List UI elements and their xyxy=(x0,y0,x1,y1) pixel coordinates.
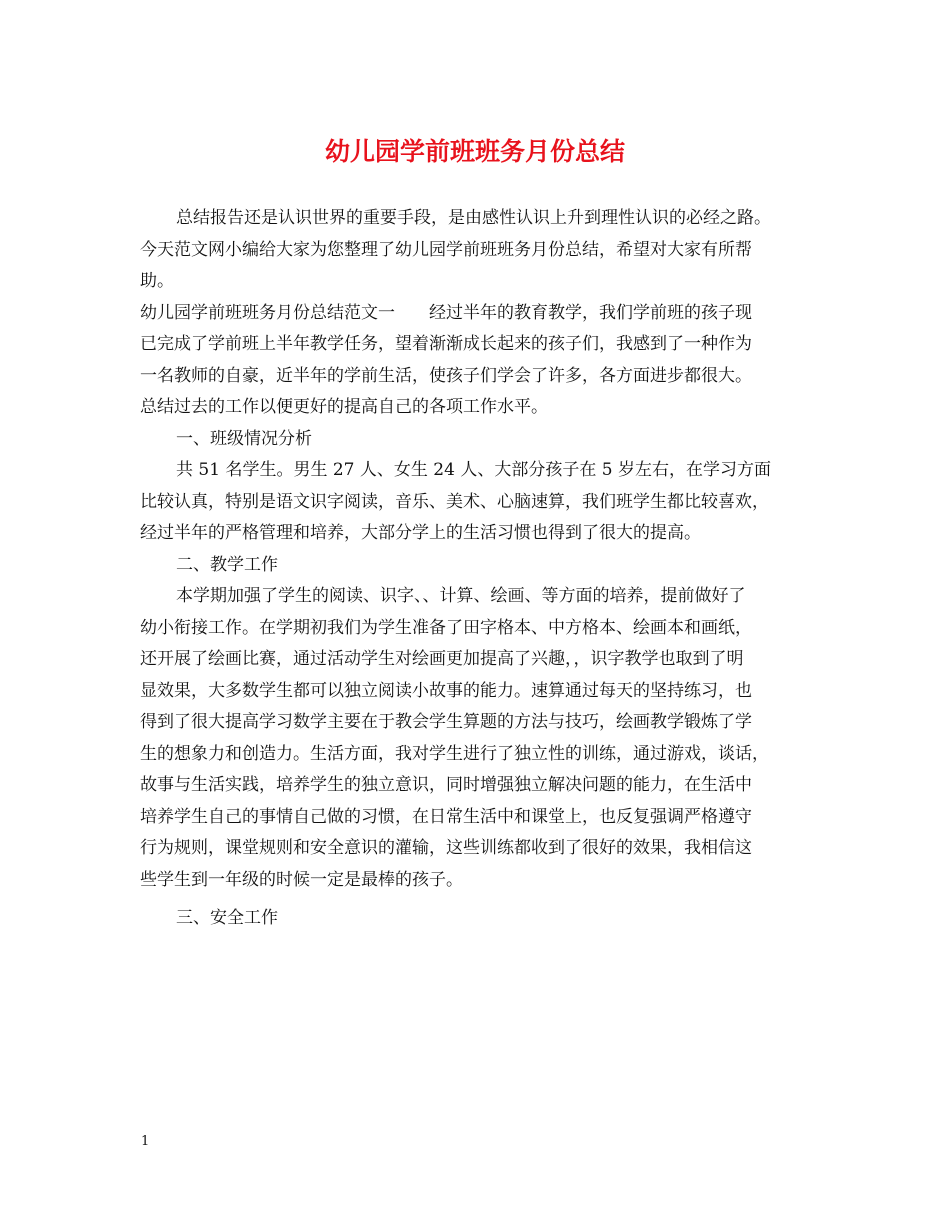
document-body xyxy=(140,203,830,935)
page-number: 1 xyxy=(141,1134,150,1149)
text-line: 总结报告还是认识世界的重要手段，是由感性认识上升到理性认识的必经之路。 xyxy=(176,208,771,228)
text-line: 助。 xyxy=(140,271,174,291)
text-line: 些学生到一年级的时候一定是最棒的孩子。 xyxy=(140,869,463,890)
text-line: 故事与生活实践，培养学生的独立意识，同时增强独立解决问题的能力，在生活中 xyxy=(140,775,752,795)
text-line: 生的想象力和创造力。生活方面，我对学生进行了独立性的训练，通过游戏，谈话， xyxy=(140,743,769,764)
text-line: 显效果，大多数学生都可以独立阅读小故事的能力。速算通过每天的坚持练习，也 xyxy=(140,680,752,701)
text-line: 经过半年的严格管理和培养，大部分学上的生活习惯也得到了很大的提高。 xyxy=(140,523,701,543)
text-line: 幼儿园学前班班务月份总结范文一 经过半年的教育教学，我们学前班的孩子现 xyxy=(140,302,752,323)
text-line: 本学期加强了学生的阅读、识字、、计算、绘画、等方面的培养，提前做好了 xyxy=(176,586,746,606)
text-line: 得到了很大提高学习数学主要在于教会学生算题的方法与技巧，绘画教学锻炼了学 xyxy=(140,712,752,732)
text-line: 今天范文网小编给大家为您整理了幼儿园学前班班务月份总结，希望对大家有所帮 xyxy=(140,239,752,260)
section-heading: 二、教学工作 xyxy=(176,554,278,575)
text-line: 共 51 名学生。男生 27 人、女生 24 人、大部分孩子在 5 岁左右，在学习方面 xyxy=(176,460,771,480)
text-line: 一名教师的自豪，近半年的学前生活，使孩子们学会了许多，各方面进步都很大。 xyxy=(140,365,752,386)
text-line: 总结过去的工作以便更好的提高自己的各项工作水平。 xyxy=(140,397,548,417)
document-title: 幼儿园学前班班务月份总结 xyxy=(324,137,625,166)
text-line: 培养学生自己的事情自己做的习惯，在日常生活中和课堂上，也反复强调严格遵守 xyxy=(140,806,752,827)
text-line: 行为规则，课堂规则和安全意识的灌输，这些训练都收到了很好的效果，我相信这 xyxy=(140,838,752,858)
text-line: 幼小衔接工作。在学期初我们为学生准备了田字格本、中方格本、绘画本和画纸， xyxy=(140,617,752,638)
text-line: 已完成了学前班上半年教学任务，望着渐渐成长起来的孩子们，我感到了一种作为 xyxy=(140,334,752,354)
text-line: 比较认真，特别是语文识字阅读，音乐、美术、心脑速算，我们班学生都比较喜欢， xyxy=(140,491,769,512)
text-line: 还开展了绘画比赛，通过活动学生对绘画更加提高了兴趣，，识字教学也取到了明 xyxy=(140,649,744,669)
section-heading: 一、班级情况分析 xyxy=(176,428,312,449)
section-heading: 三、安全工作 xyxy=(176,908,278,928)
